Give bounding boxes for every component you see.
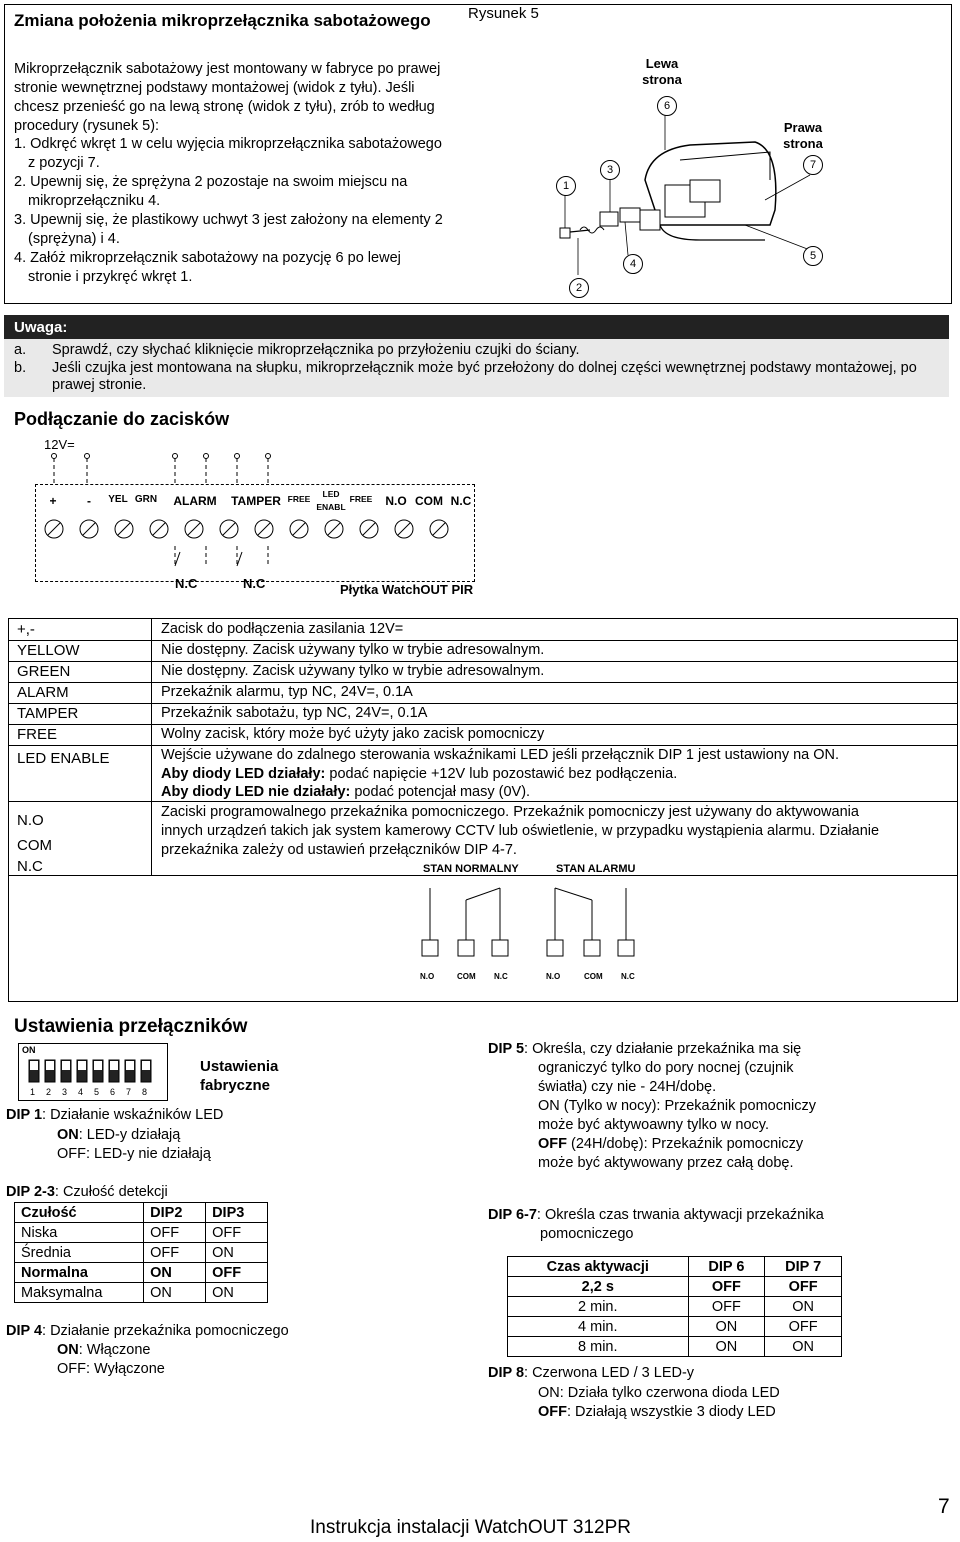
dip5-line: światła) czy nie - 24H/dobę. — [538, 1079, 717, 1095]
dip67-line: pomocniczego — [540, 1226, 634, 1242]
board-label: Płytka WatchOUT PIR — [340, 582, 474, 597]
tamper-step: 2. Upewnij się, że sprężyna 2 pozostaje na swoim miejscu na mikroprzełączniku 4. — [14, 174, 408, 209]
dip1-key: DIP 1 — [6, 1107, 43, 1123]
figure-left-side-label: Lewa strona — [642, 56, 682, 87]
sens-cell: OFF — [144, 1243, 206, 1263]
dip4-on-key: ON — [57, 1342, 79, 1358]
desc-term: ALARM — [17, 684, 69, 701]
note-title: Uwaga: — [14, 319, 68, 336]
tamper-switch-drawing — [540, 90, 840, 290]
dip23-heading — [6, 1183, 168, 1203]
desc-text: Nie dostępny. Zacisk używany tylko w trybie adresowalnym. — [161, 642, 545, 658]
time-header: DIP 7 — [765, 1257, 842, 1277]
dip4-off-line: OFF: Wyłączone — [57, 1361, 165, 1377]
dip-on-label: ON — [22, 1045, 36, 1055]
desc-text: Zacisk do podłączenia zasilania 12V= — [161, 621, 404, 637]
terminals-section-title: Podłączanie do zacisków — [14, 409, 230, 429]
sens-cell: Niska — [15, 1223, 144, 1243]
dip8-desc: : Czerwona LED / 3 LED-y — [524, 1365, 695, 1381]
dip1-on-line — [57, 1126, 180, 1146]
time-cell: OFF — [688, 1277, 765, 1297]
dip5-line: ON (Tylko w nocy): Przekaźnik pomocniczy — [538, 1098, 816, 1114]
dip8-off-line — [538, 1403, 776, 1423]
desc-term: YELLOW — [17, 642, 80, 659]
dip5-key: DIP 5 — [488, 1041, 525, 1057]
desc-text: Nie dostępny. Zacisk używany tylko w trybie adresowalnym. — [161, 663, 545, 679]
desc-text: Przekaźnik alarmu, typ NC, 24V=, 0.1A — [161, 684, 413, 700]
terminal-label: N.O — [385, 494, 407, 508]
terminal-label: LED ENABL — [316, 489, 346, 512]
relay-state-diagram — [400, 880, 680, 970]
sens-cell: Średnia — [15, 1243, 144, 1263]
sensitivity-table — [14, 1202, 268, 1303]
sens-header: DIP2 — [144, 1203, 206, 1223]
dip-switch-levers — [26, 1058, 166, 1084]
relay-contact-label: N.C — [494, 972, 508, 981]
terminal-label: FREE — [287, 494, 311, 504]
dip23-key: DIP 2-3 — [6, 1184, 55, 1200]
relay-contact-label: N.O — [420, 972, 435, 981]
desc-term: LED ENABLE — [17, 750, 110, 767]
figure-callout-5: 5 — [803, 246, 823, 266]
terminal-label: COM — [415, 494, 443, 508]
figure-callout-3: 3 — [600, 160, 620, 180]
dip4-desc: : Działanie przekaźnika pomocniczego — [42, 1323, 289, 1339]
dip8-on-line: ON: Działa tylko czerwona dioda LED — [538, 1385, 780, 1401]
desc-term: COM — [17, 837, 52, 854]
dip4-key: DIP 4 — [6, 1323, 43, 1339]
dip5-line: ograniczyć tylko do pory nocnej (czujnik — [538, 1060, 794, 1076]
figure-callout-1: 1 — [556, 176, 576, 196]
dip67-desc: : Określa czas trwania aktywacji przekaźnika — [536, 1207, 824, 1223]
time-header: Czas aktywacji — [508, 1257, 689, 1277]
desc-text-extra — [161, 765, 677, 784]
alarm-nc-label: N.C — [175, 576, 198, 591]
time-cell: OFF — [765, 1317, 842, 1337]
figure-callout-2: 2 — [569, 278, 589, 298]
footer-title: Instrukcja instalacji WatchOUT 312PR — [310, 1517, 632, 1538]
note-header-bar — [4, 315, 949, 339]
dip1-off-line: OFF: LED-y nie działają — [57, 1146, 211, 1162]
dip-number: 4 — [78, 1087, 84, 1097]
dip5-line: może być aktywoawny tylko w nocy. — [538, 1117, 770, 1133]
sens-cell: ON — [144, 1283, 206, 1303]
dip5-heading — [488, 1040, 801, 1060]
sens-cell: ON — [206, 1283, 268, 1303]
factory-settings-label: Ustawienia fabryczne — [200, 1058, 279, 1094]
sens-header: DIP3 — [206, 1203, 268, 1223]
time-cell: OFF — [688, 1297, 765, 1317]
desc-term: FREE — [17, 726, 58, 743]
sens-header: Czułość — [15, 1203, 144, 1223]
figure-callout-6: 6 — [657, 96, 677, 116]
relay-normal-label: STAN NORMALNY — [423, 863, 519, 875]
desc-text: Wejście używane do zdalnego sterowania wskaźnikami LED jeśli przełącznik DIP 1 jest ustawiony na ON. — [161, 747, 840, 763]
time-cell: 4 min. — [508, 1317, 689, 1337]
supply-voltage-label: 12V= — [44, 437, 75, 452]
terminal-label: N.C — [450, 494, 472, 508]
desc-term: N.C — [17, 858, 43, 875]
terminal-screws — [36, 515, 476, 545]
figure-callout-7: 7 — [803, 155, 823, 175]
dip-number: 2 — [46, 1087, 52, 1097]
terminal-label: + — [49, 494, 57, 508]
time-cell: OFF — [765, 1277, 842, 1297]
dip1-on-key: ON — [57, 1127, 79, 1143]
terminal-label: FREE — [349, 494, 373, 504]
dip1-on-desc: : LED-y działają — [78, 1127, 181, 1143]
time-cell: ON — [765, 1297, 842, 1317]
time-cell: ON — [688, 1317, 765, 1337]
desc-text: Wolny zacisk, który może być użyty jako zacisk pomocniczy — [161, 726, 545, 742]
terminal-label: YEL — [108, 494, 128, 505]
dip1-heading — [6, 1106, 223, 1126]
sens-cell: ON — [144, 1263, 206, 1283]
tamper-step: 4. Załóż mikroprzełącznik sabotażowy na pozycję 6 po lewej stronie i przykręć wkręt 1. — [14, 250, 401, 285]
activation-time-table — [507, 1256, 842, 1357]
dip-number: 6 — [110, 1087, 116, 1097]
terminal-label: - — [87, 494, 91, 508]
dip4-heading — [6, 1322, 289, 1342]
dip-number: 8 — [142, 1087, 148, 1097]
note-item — [14, 342, 944, 359]
sens-cell: Normalna — [15, 1263, 144, 1283]
dip-number: 3 — [62, 1087, 68, 1097]
dip67-heading — [488, 1206, 824, 1226]
time-cell: ON — [688, 1337, 765, 1357]
figure-title: Rysunek 5 — [468, 5, 539, 22]
sens-cell: Maksymalna — [15, 1283, 144, 1303]
dip5-line: może być aktywowany przez całą dobę. — [538, 1155, 794, 1171]
desc-term: GREEN — [17, 663, 71, 680]
time-header: DIP 6 — [688, 1257, 765, 1277]
dip-number: 1 — [30, 1087, 36, 1097]
dip5-off-desc: (24H/dobę): Przekaźnik pomocniczy — [567, 1136, 804, 1152]
note-item-text: Sprawdź, czy słychać kliknięcie mikroprzełącznika po przyłożeniu czujki do ściany. — [52, 342, 580, 358]
dip8-off-desc: : Działają wszystkie 3 diody LED — [567, 1404, 776, 1420]
dip1-desc: : Działanie wskaźników LED — [42, 1107, 224, 1123]
tamper-nc-label: N.C — [243, 576, 266, 591]
dip67-key: DIP 6-7 — [488, 1207, 537, 1223]
sens-cell: OFF — [144, 1223, 206, 1243]
time-cell: ON — [765, 1337, 842, 1357]
dip8-key: DIP 8 — [488, 1365, 525, 1381]
tamper-section-title: Zmiana położenia mikroprzełącznika sabotażowego — [14, 11, 431, 30]
figure-callout-4: 4 — [623, 254, 643, 274]
tamper-step: 1. Odkręć wkręt 1 w celu wyjęcia mikroprzełącznika sabotażowego z pozycji 7. — [14, 136, 442, 171]
desc-text: Przekaźnik sabotażu, typ NC, 24V=, 0.1A — [161, 705, 428, 721]
tamper-steps-list — [14, 135, 444, 287]
relay-alarm-label: STAN ALARMU — [556, 863, 636, 875]
terminal-label: TAMPER — [231, 494, 281, 508]
figure-right-side-label: Prawa strona — [783, 120, 823, 151]
desc-rest: podać potencjał masy (0V). — [350, 784, 531, 800]
relay-contact-label: N.O — [546, 972, 561, 981]
tamper-step: 3. Upewnij się, że plastikowy uchwyt 3 jest założony na elementy 2 (sprężyna) i 4. — [14, 212, 443, 247]
time-cell: 8 min. — [508, 1337, 689, 1357]
terminal-label: ALARM — [173, 494, 217, 508]
desc-term: N.O — [17, 812, 44, 829]
desc-bold: Aby diody LED działały: — [161, 766, 326, 782]
note-item-letter: b. — [14, 360, 27, 376]
dip23-desc: : Czułość detekcji — [54, 1184, 168, 1200]
dip8-off-key: OFF — [538, 1404, 567, 1420]
desc-text-extra — [161, 783, 530, 802]
relay-contact-label: N.C — [621, 972, 635, 981]
terminal-label: GRN — [134, 494, 158, 505]
time-cell: 2 min. — [508, 1297, 689, 1317]
time-cell: 2,2 s — [508, 1277, 689, 1297]
tamper-intro-text: Mikroprzełącznik sabotażowy jest montowany w fabryce po prawej stronie wewnętrznej podstawy montażowej (widok z tyłu). Jeśli chcesz przenieść go na lewą stronę (widok z tyłu), zrób to według procedury (rysunek 5): — [14, 61, 441, 134]
desc-bold: Aby diody LED nie działały: — [161, 784, 351, 800]
dip8-heading — [488, 1364, 694, 1384]
dip-number: 7 — [126, 1087, 132, 1097]
dip4-on-line — [57, 1341, 150, 1361]
desc-term: +,- — [17, 621, 35, 638]
note-item-text: Jeśli czujka jest montowana na słupku, mikroprzełącznik może być przełożony do dolnej części wewnętrznej podstawy montażowej, po prawej stronie. — [52, 360, 917, 393]
sens-cell: ON — [206, 1243, 268, 1263]
dip4-on-desc: : Włączone — [78, 1342, 151, 1358]
relay-contact-label: COM — [584, 972, 603, 981]
sens-cell: OFF — [206, 1223, 268, 1243]
sens-cell: OFF — [206, 1263, 268, 1283]
switch-section-title: Ustawienia przełączników — [14, 1016, 248, 1037]
dip-number: 5 — [94, 1087, 100, 1097]
note-item — [14, 360, 944, 394]
page-number: 7 — [938, 1495, 950, 1518]
dip5-off-key: OFF — [538, 1136, 567, 1152]
desc-term: TAMPER — [17, 705, 79, 722]
relay-contact-label: COM — [457, 972, 476, 981]
desc-text: Zaciski programowalnego przekaźnika pomocniczego. Przekaźnik pomocniczy jest używany do aktywowania innych urządzeń takich jak system kamerowy CCTV lub oświetlenie, w przypadku wystąpienia alarmu. Działanie przekaźnika zależy od ustawień przełączników DIP 4-7. — [161, 804, 880, 858]
note-item-letter: a. — [14, 342, 27, 358]
dip5-off-line — [538, 1135, 803, 1155]
desc-rest: podać napięcie +12V lub pozostawić bez podłączenia. — [325, 766, 678, 782]
dip5-desc: : Określa, czy działanie przekaźnika ma się — [524, 1041, 802, 1057]
